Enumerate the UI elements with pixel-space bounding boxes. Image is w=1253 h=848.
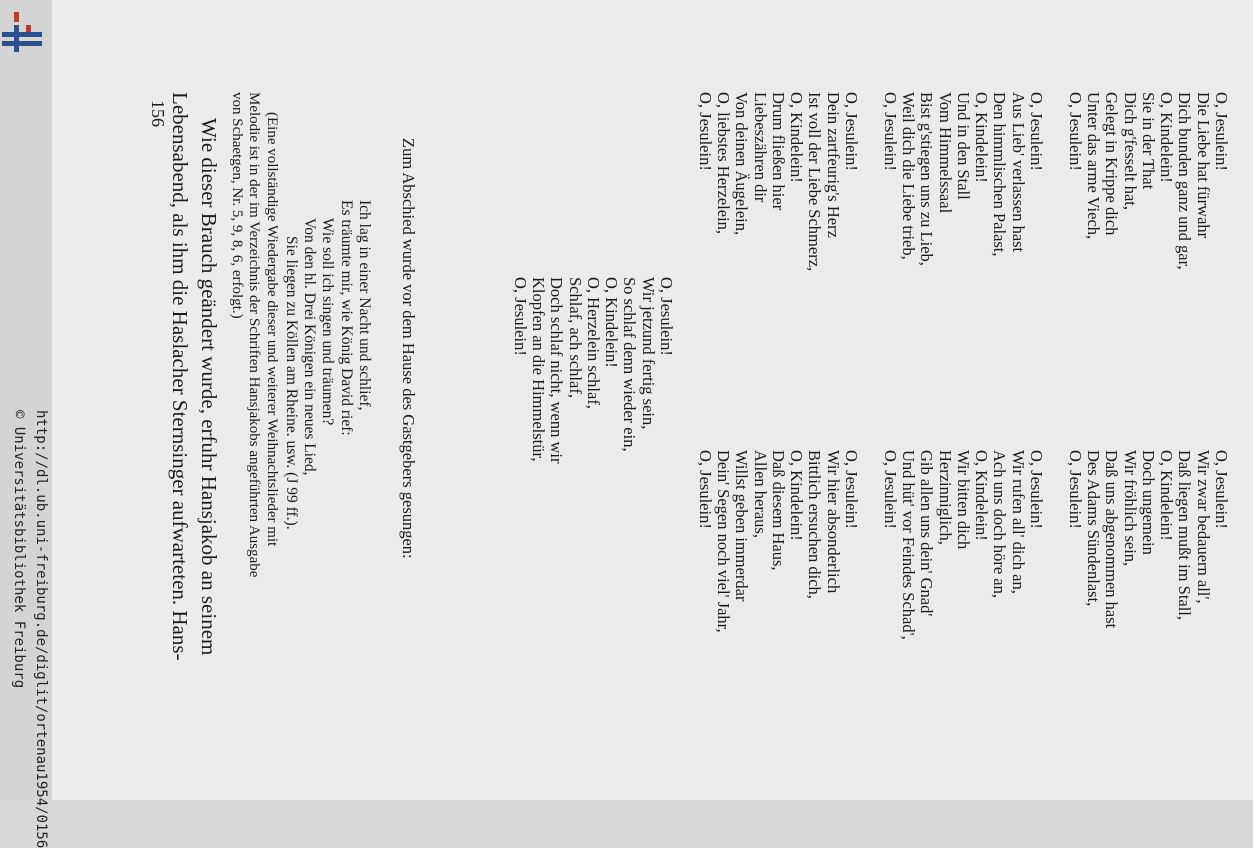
- sidebar: [0, 0, 52, 848]
- stanza-line: So schlaf denn wieder ein,: [620, 277, 640, 452]
- verse-line: Wie soll ich singen und träumen?: [319, 218, 337, 426]
- stanza-7: [510, 277, 675, 464]
- stanza-line: Daß uns abgenommen hast: [1102, 450, 1122, 629]
- rotated-page-content: [52, 0, 1253, 800]
- stanza-line: Gib allen uns dein' Gnad': [917, 450, 937, 617]
- stanza-line: Wir bitten dich: [953, 450, 973, 550]
- stanza-2: [1065, 450, 1230, 628]
- stanza-line: Ist voll der Liebe Schmerz,: [805, 92, 825, 272]
- stanza-line: O, Jesulein!: [695, 450, 715, 529]
- stanza-line: O, Kindelein!: [787, 92, 807, 183]
- body-line: Lebensabend, als ihm die Haslacher Sternsinger aufwarteten. Hans-: [168, 92, 192, 661]
- stanza-line: O, Jesulein!: [1065, 450, 1085, 529]
- stanza-line: Ach uns doch höre an,: [990, 450, 1010, 599]
- stanza-line: Sie in der That: [1138, 92, 1158, 190]
- stanza-line: O, Jesulein!: [842, 92, 861, 171]
- note-line: Melodie ist in der im Verzeichnis der Schriften Hansjakobs angeführten Ausgabe: [246, 92, 263, 578]
- copyright-notice: © Universitätsbibliothek Freiburg: [11, 410, 27, 689]
- stanza-line: Liebeszähren dir: [750, 92, 770, 203]
- stanza-line: Dich g'fesselt hat,: [1120, 92, 1140, 210]
- stanza-line: O, Jesulein!: [1027, 92, 1046, 171]
- stanza-line: O, Jesulein!: [510, 277, 530, 356]
- stanza-line: O, Jesulein!: [1212, 450, 1231, 529]
- stanza-line: O, Kindelein!: [787, 450, 807, 541]
- stanza-5: [695, 92, 860, 271]
- verse-line: Es träumte mir, wie König David rief:: [337, 200, 355, 436]
- stanza-line: Aus Lieb' verlassen hast: [1008, 92, 1028, 253]
- stanza-line: Die Liebe hat fürwahr: [1193, 92, 1213, 239]
- stanza-line: O, Jesulein!: [695, 92, 715, 171]
- document-page: [52, 0, 1253, 800]
- stanza-line: O, Jesulein!: [1212, 92, 1231, 171]
- stanza-line: Wir jetzund fertig sein,: [638, 277, 658, 430]
- stanza-line: Dein' Segen noch viel' Jahr,: [713, 450, 733, 633]
- stanza-line: O, Kindelein!: [602, 277, 622, 368]
- stanza-line: O, Kindelein!: [972, 450, 992, 541]
- stanza-1: [1065, 92, 1230, 270]
- stanza-3: [880, 92, 1045, 266]
- stanza-line: O, Jesulein!: [880, 450, 900, 529]
- stanza-line: Doch schlaf nicht, wenn wir: [547, 277, 567, 464]
- stanza-line: Dein zartfeurig's Herz: [823, 92, 843, 238]
- stanza-line: Von deinen Äugelein,: [732, 92, 752, 236]
- farewell-verse: [282, 200, 373, 530]
- stanza-line: Bittlich ersuchen dich,: [805, 450, 825, 599]
- stanza-line: Daß liegen mußt im Stall,: [1175, 450, 1195, 621]
- stanza-line: O, Kindelein!: [1157, 450, 1177, 541]
- stanza-line: Und in den Stall: [953, 92, 973, 200]
- page-number: 156: [148, 100, 168, 127]
- body-line: Wie dieser Brauch geändert wurde, erfuhr Hansjakob an seinem: [197, 118, 221, 656]
- stanza-line: Bist g'stiegen uns zu Lieb,: [917, 92, 937, 266]
- note-line: (Eine vollständige Wiedergabe dieser und weiterer Weihnachtslieder mit: [264, 112, 280, 547]
- verse-line: Sie liegen zu Köllen am Rheine. usw. (J 99 ff.).: [282, 236, 300, 530]
- sidebar-text: [0, 0, 52, 848]
- stanza-line: O, Kindelein!: [972, 92, 992, 183]
- stanza-line: Daß diesem Haus,: [768, 450, 788, 571]
- stanza-6: [695, 450, 860, 633]
- stanza-line: O, Jesulein!: [842, 450, 861, 529]
- stanza-line: Herzinniglich,: [935, 450, 955, 545]
- stanza-line: Gelegt in Krippe dich: [1102, 92, 1122, 236]
- stanza-line: Drum fließen hier: [768, 92, 788, 211]
- footnote: [228, 92, 281, 757]
- stanza-line: Doch ungemein: [1138, 450, 1158, 555]
- stanza-line: Weil dich die Liebe trieb,: [898, 92, 918, 260]
- stanza-line: Willst geben immerdar: [732, 450, 752, 602]
- stanza-line: Wir hier absonderlich: [823, 450, 843, 594]
- note-line: von Schaetgen, Nr. 5, 9, 8, 6, erfolgt.): [229, 92, 245, 319]
- stanza-line: Wir zwar bedauern all',: [1193, 450, 1213, 604]
- stanza-line: Und hüt' vor Feindes Schad',: [898, 450, 918, 640]
- stanza-4: [880, 450, 1045, 640]
- source-url[interactable]: http://dl.ub.uni-freiburg.de/diglit/ortenau1954/0156: [33, 410, 49, 848]
- stanza-line: Den himmlischen Palast,: [990, 92, 1010, 257]
- stanza-line: Allen heraus,: [750, 450, 770, 538]
- stanza-line: Vom Himmelssaal: [935, 92, 955, 214]
- stanza-line: Des Adams Sündenlast,: [1083, 450, 1103, 607]
- stanza-line: Schlaf, ach schlaf,: [565, 277, 585, 398]
- stanza-line: Unter das arme Viech,: [1083, 92, 1103, 240]
- stanza-line: O, Herzelein schlaf,: [583, 277, 603, 409]
- stanza-line: O, Kindelein!: [1157, 92, 1177, 183]
- stanza-line: Wir fröhlich sein,: [1120, 450, 1140, 567]
- stanza-line: O, Jesulein!: [880, 92, 900, 171]
- stanza-line: Klopfen an die Himmelstür,: [528, 277, 548, 462]
- farewell-heading: Zum Abschied wurde vor dem Hause des Gastgebers gesungen:: [399, 138, 418, 559]
- verse-line: Von den hl. Drei Königen ein neues Lied,: [301, 218, 319, 476]
- body-paragraph: [165, 92, 223, 757]
- stanza-line: O, Jesulein!: [1027, 450, 1046, 529]
- stanza-line: O, liebstes Herzelein,: [713, 92, 733, 235]
- stanza-line: O, Jesulein!: [1065, 92, 1085, 171]
- verse-line: Ich lag in einer Nacht und schlief,: [356, 200, 373, 411]
- stanza-line: Dich bunden ganz und gar,: [1175, 92, 1195, 270]
- stanza-line: Wir rufen all' dich an,: [1008, 450, 1028, 594]
- stanza-line: O, Jesulein!: [657, 277, 676, 356]
